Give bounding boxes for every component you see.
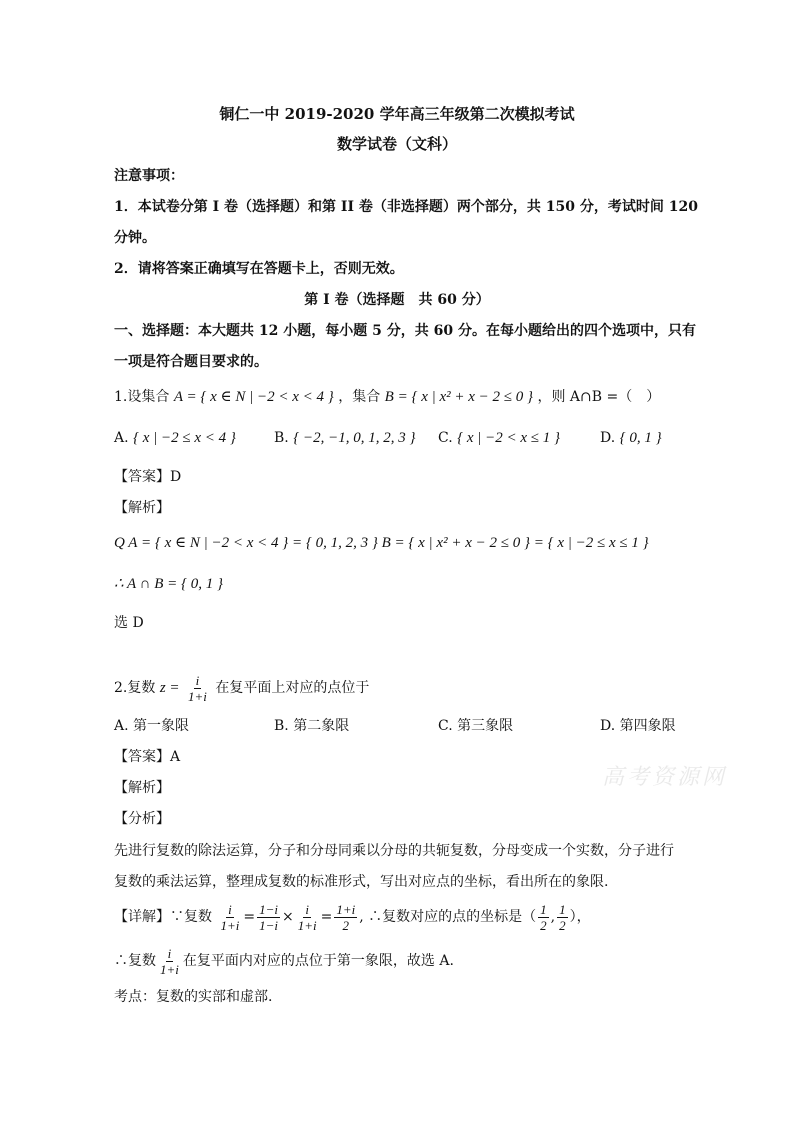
fraction-numerator: i <box>167 945 172 961</box>
q2-detail-label: 【详解】∵复数 <box>114 909 212 925</box>
fraction-numerator: 1 <box>559 901 566 917</box>
detail-fraction-1 <box>218 902 241 933</box>
exam-title: 铜仁一中 2019-2020 学年高三年级第二次模拟考试 <box>219 105 575 123</box>
q1-prefix: 1.设集合 <box>114 389 170 405</box>
equals-sign: = <box>243 909 256 925</box>
section-intro-cont: 一项是符合题目要求的。 <box>114 354 268 370</box>
q2-conclusion <box>114 943 454 979</box>
q2-concl-post: 在复平面内对应的点位于第一象限，故选 A. <box>182 953 454 969</box>
q1-mid: ，集合 <box>338 389 381 405</box>
q2-prefix: 2.复数 <box>114 680 156 696</box>
q2-fraction <box>186 673 209 704</box>
comma: , <box>550 909 556 925</box>
q1-option-d <box>600 428 662 448</box>
fraction-numerator: 1 <box>540 901 547 917</box>
option-label: C. <box>438 430 453 446</box>
notes-item-2: 2．请将答案正确填写在答题卡上，否则无效。 <box>114 261 404 277</box>
q2-detail-close: ）， <box>569 909 591 925</box>
q1-solution-line-2: ∴ A ∩ B = { 0, 1 } <box>114 576 224 592</box>
fraction-denominator: 1+i <box>160 961 179 977</box>
detail-fraction-3 <box>296 902 319 933</box>
option-text: 第四象限 <box>619 718 676 734</box>
fraction-numerator: i <box>195 672 200 688</box>
q1-analysis-label: 【解析】 <box>114 500 170 516</box>
option-text: { −2, −1, 0, 1, 2, 3 } <box>293 430 416 446</box>
notes-item-1: 1．本试卷分第 I 卷（选择题）和第 II 卷（非选择题）两个部分，共 150 分，考试时间 120 <box>114 199 698 215</box>
notes-item-1-cont: 分钟。 <box>114 230 156 246</box>
times-sign: × <box>281 909 294 925</box>
option-label: B. <box>274 430 289 446</box>
q1-set-b: B = { x | x² + x − 2 ≤ 0 } <box>384 389 534 405</box>
q2-option-d <box>600 716 676 736</box>
option-text: 第二象限 <box>293 718 350 734</box>
fraction-numerator: 1−i <box>259 901 278 917</box>
option-label: A. <box>114 430 129 446</box>
fraction-denominator: 1−i <box>259 917 278 933</box>
fraction-denominator: 2 <box>540 917 547 933</box>
q1-ask: ，则 A∩B =（ ） <box>537 389 661 405</box>
q2-detail-therefore: , ∴复数对应的点的坐标是（ <box>359 909 537 925</box>
option-label: D. <box>600 430 616 446</box>
q2-analysis-label: 【解析】 <box>114 780 170 796</box>
q2-answer: 【答案】A <box>114 749 181 765</box>
section-title: 第 I 卷（选择题 共 60 分） <box>304 292 490 308</box>
q1-answer: 【答案】D <box>114 469 182 485</box>
equals-sign: = <box>320 909 333 925</box>
fraction-numerator: i <box>305 901 309 917</box>
q1-set-a: A = { x ∈ N | −2 < x < 4 } <box>173 389 334 405</box>
watermark: 高考资源网 <box>602 765 728 790</box>
q1-option-b <box>274 428 415 448</box>
fraction-numerator: i <box>228 901 232 917</box>
conclusion-fraction <box>158 946 181 977</box>
notes-heading: 注意事项： <box>114 168 184 184</box>
detail-fraction-2 <box>257 902 280 933</box>
option-text: 第三象限 <box>457 718 514 734</box>
q2-kaodian: 考点：复数的实部和虚部. <box>114 989 273 1005</box>
fraction-denominator: 2 <box>342 917 350 933</box>
q2-fenxi-line-1: 先进行复数的除法运算，分子和分母同乘以分母的共轭复数，分母变成一个实数，分子进行 <box>114 843 674 859</box>
q2-fenxi-line-2: 复数的乘法运算，整理成复数的标准形式，写出对应点的坐标，看出所在的象限. <box>114 874 609 890</box>
section-intro: 一、选择题：本大题共 12 小题，每小题 5 分，共 60 分。在每小题给出的四个选项中，只有 <box>114 323 696 339</box>
option-label: D. <box>600 718 616 734</box>
q1-solution-line-1: Q A = { x ∈ N | −2 < x < 4 } = { 0, 1, 2, 3 } B = { x | x² + x − 2 ≤ 0 } = { x | −2 ≤ x ≤ 1 } <box>114 535 649 551</box>
option-label: C. <box>438 718 453 734</box>
q1-option-c <box>438 428 560 448</box>
exam-subtitle: 数学试卷（文科） <box>336 135 457 153</box>
q1-solution-line-3: 选 D <box>114 615 144 631</box>
q2-suffix: 在复平面上对应的点位于 <box>215 680 370 696</box>
coord-x-fraction <box>538 902 549 933</box>
fraction-numerator: 1+i <box>336 901 356 917</box>
question-1-stem <box>114 387 660 407</box>
q2-option-c <box>438 716 513 736</box>
fraction-denominator: 1+i <box>187 688 207 704</box>
fraction-denominator: 1+i <box>297 917 317 933</box>
fraction-denominator: 2 <box>559 917 566 933</box>
option-text: 第一象限 <box>133 718 190 734</box>
q2-detail <box>114 897 591 937</box>
option-text: { x | −2 ≤ x < 4 } <box>133 430 236 446</box>
q1-option-a <box>114 428 236 448</box>
q2-concl-pre: ∴复数 <box>114 953 156 969</box>
q2-fenxi-label: 【分析】 <box>114 811 170 827</box>
q2-option-b <box>274 716 349 736</box>
q2-z-eq: z = <box>159 680 180 696</box>
detail-fraction-4 <box>334 902 357 933</box>
coord-y-fraction <box>557 902 568 933</box>
option-label: B. <box>274 718 289 734</box>
q2-option-a <box>114 716 189 736</box>
option-text: { 0, 1 } <box>619 430 662 446</box>
fraction-denominator: 1+i <box>220 917 240 933</box>
option-label: A. <box>114 718 129 734</box>
option-text: { x | −2 < x ≤ 1 } <box>457 430 561 446</box>
question-2-stem <box>114 670 369 706</box>
